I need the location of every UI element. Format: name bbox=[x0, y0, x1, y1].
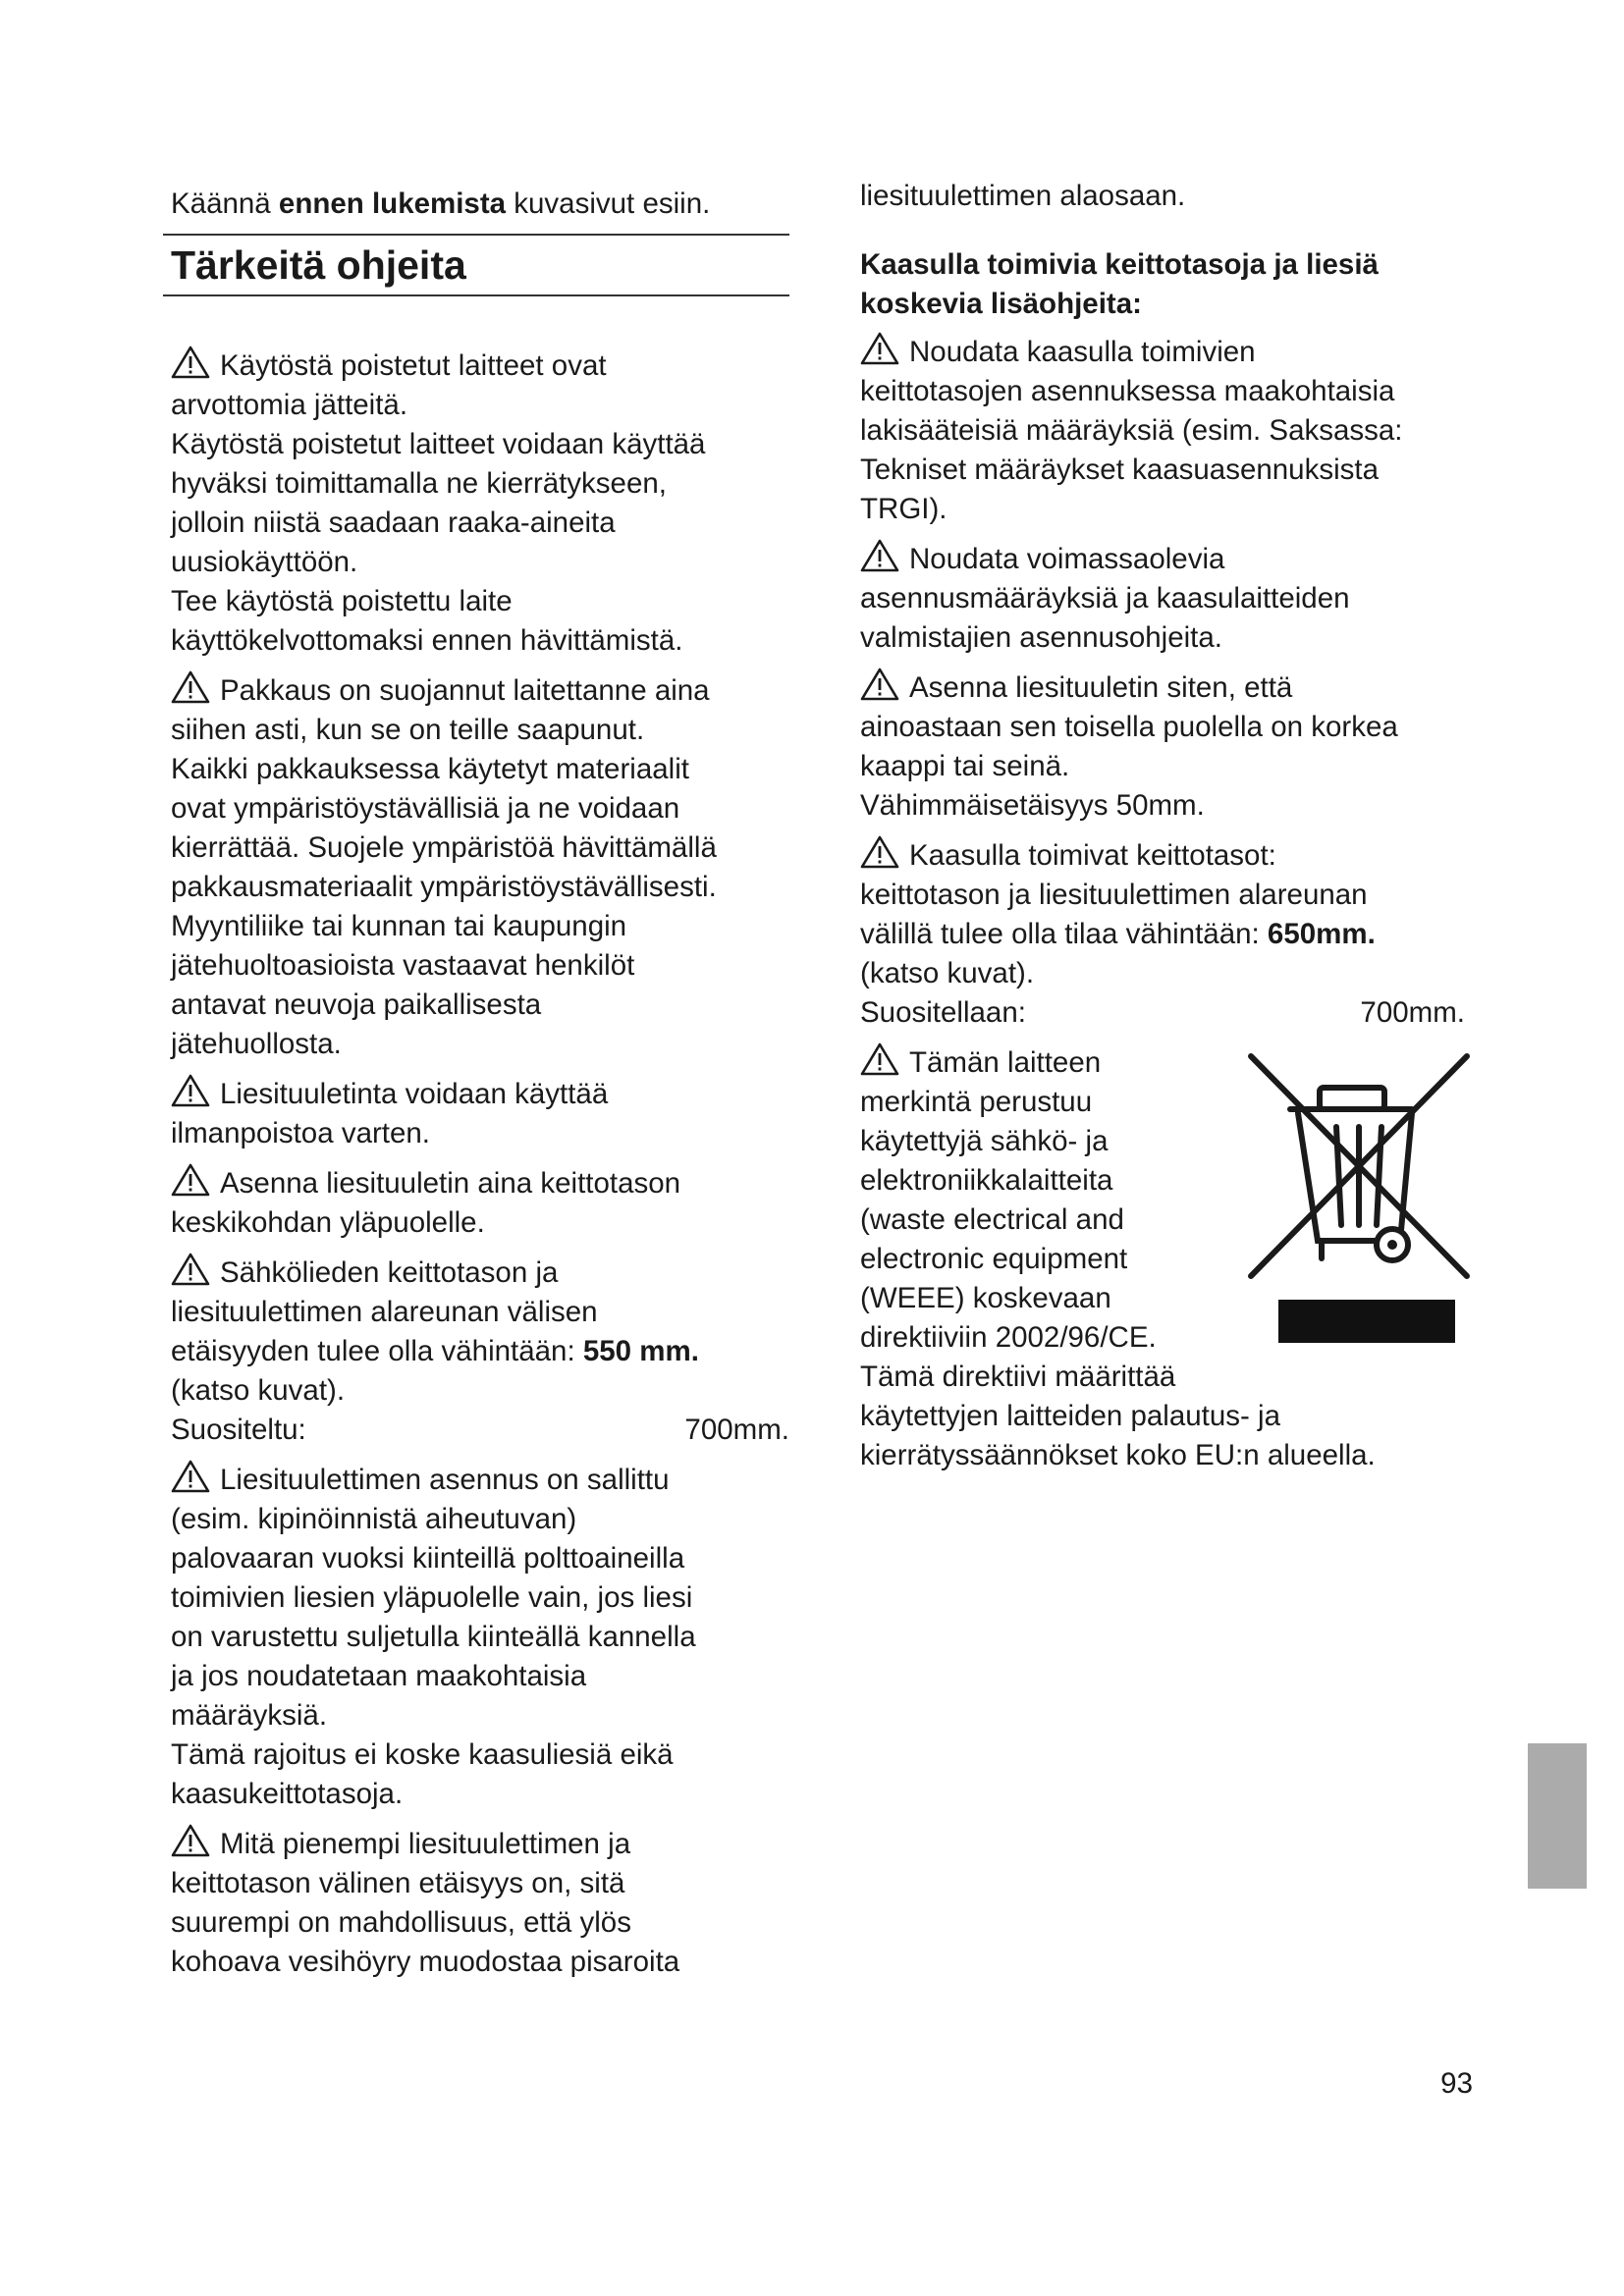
recommended-label: Suositeltu: bbox=[171, 1414, 306, 1446]
intro-line bbox=[171, 185, 789, 224]
text-run: Noudata voimassaolevia bbox=[909, 543, 1225, 575]
warning-triangle-icon bbox=[860, 835, 903, 869]
text-run: Vähimmäisetäisyys 50mm. bbox=[860, 789, 1205, 822]
text-run: merkintä perustuu bbox=[860, 1086, 1093, 1118]
text-run: antavat neuvoja paikallisesta bbox=[171, 988, 542, 1021]
text-run: jätehuollosta. bbox=[171, 1028, 342, 1060]
text-run: Kaikki pakkauksessa käytetyt materiaalit bbox=[171, 753, 689, 785]
text-run: Mitä pienempi liesituulettimen ja bbox=[220, 1828, 631, 1860]
text-run: kierrätyssäännökset koko EU:n alueella. bbox=[860, 1439, 1376, 1471]
text-run: palovaaran vuoksi kiinteillä polttoaineilla bbox=[171, 1542, 685, 1575]
instruction-item bbox=[171, 1460, 789, 1814]
text-run: Sähkölieden keittotason ja bbox=[220, 1256, 559, 1289]
instruction-item bbox=[171, 670, 789, 1064]
text-run: Liesituulettimen asennus on sallittu bbox=[220, 1464, 670, 1496]
text-run: on varustettu suljetulla kiinteällä kannella bbox=[171, 1621, 696, 1653]
text-run: keittotason välinen etäisyys on, sitä bbox=[171, 1867, 625, 1899]
instruction-item bbox=[860, 835, 1465, 1033]
text-run: suurempi on mahdollisuus, että ylös bbox=[171, 1906, 631, 1939]
text-run: (waste electrical and bbox=[860, 1203, 1124, 1236]
recommended-distance-row bbox=[860, 993, 1465, 1033]
text-run: asennusmääräyksiä ja kaasulaitteiden bbox=[860, 582, 1350, 614]
warning-triangle-icon bbox=[860, 332, 903, 365]
continuation-line: liesituulettimen alaosaan. bbox=[860, 180, 1186, 212]
bold-text: koskevia lisäohjeita: bbox=[860, 288, 1142, 320]
recommended-distance-row bbox=[171, 1411, 789, 1450]
warning-triangle-icon bbox=[860, 667, 903, 701]
gas-subheading bbox=[860, 245, 1465, 324]
text-run: keskikohdan yläpuolelle. bbox=[171, 1206, 485, 1239]
warning-triangle-icon bbox=[171, 1163, 214, 1197]
text-run: kohoava vesihöyry muodostaa pisaroita bbox=[171, 1946, 680, 1978]
instruction-item bbox=[171, 346, 789, 661]
text-run: lakisääteisiä määräyksiä (esim. Saksassa: bbox=[860, 414, 1403, 447]
left-column bbox=[171, 185, 789, 1992]
bold-text: 650mm. bbox=[1267, 918, 1376, 950]
instruction-item bbox=[171, 1824, 789, 1982]
text-run: elektroniikkalaitteita bbox=[860, 1164, 1113, 1197]
text-run: Pakkaus on suojannut laitettanne aina bbox=[220, 674, 710, 707]
page-number: 93 bbox=[1440, 2067, 1473, 2100]
bold-text: Kaasulla toimivia keittotasoja ja liesiä bbox=[860, 248, 1379, 281]
warning-triangle-icon bbox=[171, 1460, 214, 1493]
text-run: Liesituuletinta voidaan käyttää bbox=[220, 1078, 609, 1110]
text-run: etäisyyden tulee olla vähintään: bbox=[171, 1335, 583, 1367]
warning-triangle-icon bbox=[171, 1253, 214, 1286]
text-run: ja jos noudatetaan maakohtaisia bbox=[171, 1660, 587, 1692]
text-run: käytettyjä sähkö- ja bbox=[860, 1125, 1109, 1157]
text-run: toimivien liesien yläpuolelle vain, jos liesi bbox=[171, 1581, 693, 1614]
warning-triangle-icon bbox=[171, 1824, 214, 1857]
text-run: direktiiviin 2002/96/CE. bbox=[860, 1321, 1157, 1354]
text-run: valmistajien asennusohjeita. bbox=[860, 621, 1222, 654]
text-run: kierrättää. Suojele ympäristöä hävittämällä bbox=[171, 831, 717, 864]
text-run: Tämä direktiivi määrittää bbox=[860, 1361, 1176, 1393]
text-run: keittotasojen asennuksessa maakohtaisia bbox=[860, 375, 1395, 407]
text-run: pakkausmateriaalit ympäristöystävällisesti. bbox=[171, 871, 717, 903]
page-heading: Tärkeitä ohjeita bbox=[163, 234, 789, 296]
instruction-item bbox=[171, 1163, 789, 1243]
text-run: Tekniset määräykset kaasuasennuksista bbox=[860, 454, 1379, 486]
warning-triangle-icon bbox=[171, 670, 214, 704]
instruction-item bbox=[171, 1074, 789, 1153]
recommended-value: 700mm. bbox=[684, 1414, 789, 1446]
warning-triangle-icon bbox=[171, 346, 214, 379]
recommended-label: Suositellaan: bbox=[860, 996, 1026, 1029]
text-run: Asenna liesituuletin aina keittotason bbox=[220, 1167, 681, 1200]
text-run: (esim. kipinöinnistä aiheutuvan) bbox=[171, 1503, 577, 1535]
text-run: hyväksi toimittamalla ne kierrätykseen, bbox=[171, 467, 667, 500]
text-run: Noudata kaasulla toimivien bbox=[909, 336, 1256, 368]
warning-triangle-icon bbox=[171, 1074, 214, 1107]
text-run: (WEEE) koskevaan bbox=[860, 1282, 1111, 1314]
text-run: ovat ympäristöystävällisiä ja ne voidaan bbox=[171, 792, 680, 825]
text-run: arvottomia jätteitä. bbox=[171, 389, 408, 421]
text-run: Asenna liesituuletin siten, että bbox=[909, 671, 1293, 704]
text-run: kaappi tai seinä. bbox=[860, 750, 1070, 782]
weee-symbol bbox=[1243, 1048, 1475, 1372]
text-run: Tee käytöstä poistettu laite bbox=[171, 585, 513, 617]
warning-triangle-icon bbox=[860, 1042, 903, 1076]
text-run: siihen asti, kun se on teille saapunut. bbox=[171, 714, 645, 746]
text-run: määräyksiä. bbox=[171, 1699, 328, 1732]
text-run: (katso kuvat). bbox=[860, 957, 1035, 989]
recommended-value: 700mm. bbox=[1360, 996, 1465, 1029]
weee-crossed-bin-icon bbox=[1243, 1048, 1475, 1284]
text-run: keittotason ja liesituulettimen alareunan bbox=[860, 879, 1368, 911]
left-instructions bbox=[171, 346, 789, 1982]
text-run: electronic equipment bbox=[860, 1243, 1128, 1275]
text-run: Käytöstä poistetut laitteet voidaan käyttää bbox=[171, 428, 706, 460]
text-run: käytettyjen laitteiden palautus- ja bbox=[860, 1400, 1281, 1432]
bold-text: ennen lukemista bbox=[278, 187, 507, 220]
section-tab bbox=[1528, 1743, 1587, 1889]
right-instructions bbox=[860, 332, 1465, 1475]
instruction-item bbox=[860, 539, 1465, 658]
text-run: jätehuoltoasioista vastaavat henkilöt bbox=[171, 949, 635, 982]
text-run: Kaasulla toimivat keittotasot: bbox=[909, 839, 1276, 872]
instruction-item bbox=[171, 1253, 789, 1450]
text-run: Käännä bbox=[171, 187, 279, 220]
text-run: TRGI). bbox=[860, 493, 947, 525]
text-run: Tämä rajoitus ei koske kaasuliesiä eikä bbox=[171, 1738, 674, 1771]
text-run: kaasukeittotasoja. bbox=[171, 1778, 404, 1810]
text-run: uusiokäyttöön. bbox=[171, 546, 358, 578]
text-run: (katso kuvat). bbox=[171, 1374, 346, 1407]
instruction-item bbox=[860, 1042, 1465, 1475]
text-run: Tämän laitteen bbox=[909, 1046, 1102, 1079]
bold-text: 550 mm. bbox=[582, 1335, 699, 1367]
warning-triangle-icon bbox=[860, 539, 903, 572]
right-column bbox=[860, 177, 1465, 1485]
text-run: ainoastaan sen toisella puolella on korkea bbox=[860, 711, 1398, 743]
instruction-item bbox=[860, 667, 1465, 826]
instruction-item bbox=[860, 332, 1465, 529]
text-run: välillä tulee olla tilaa vähintään: bbox=[860, 918, 1268, 950]
text-run: liesituulettimen alareunan välisen bbox=[171, 1296, 598, 1328]
text-run: kuvasivut esiin. bbox=[506, 187, 711, 220]
text-run: Myyntiliike tai kunnan tai kaupungin bbox=[171, 910, 627, 942]
text-run: ilmanpoistoa varten. bbox=[171, 1117, 431, 1149]
text-run: jolloin niistä saadaan raaka-aineita bbox=[171, 507, 616, 539]
weee-black-bar bbox=[1278, 1300, 1455, 1343]
text-run: käyttökelvottomaksi ennen hävittämistä. bbox=[171, 624, 683, 657]
text-run: Käytöstä poistetut laitteet ovat bbox=[220, 349, 607, 382]
